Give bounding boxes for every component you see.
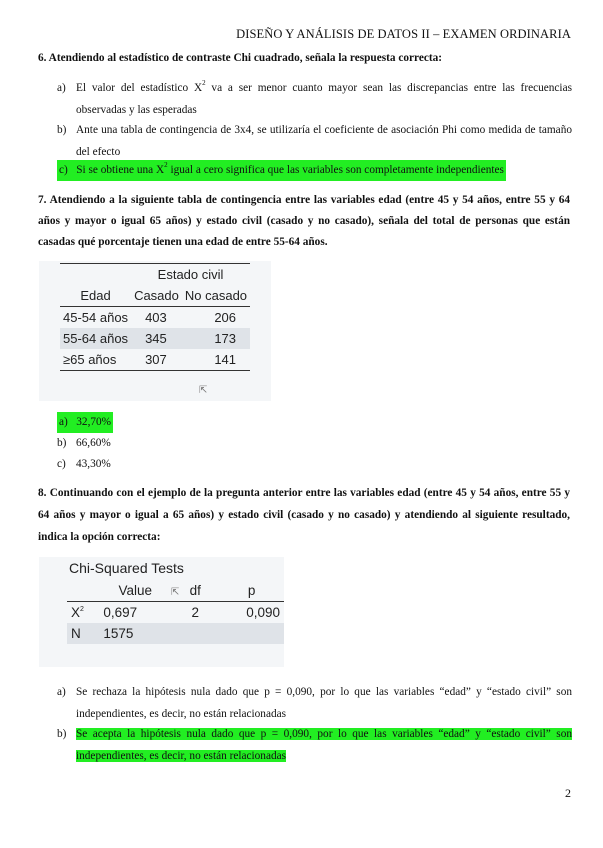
answer-highlight: Se acepta la hipótesis nula dado que p = 0,090, por lo que las variables “edad” y “estado civil” son independientes, es decir, no están relacionadas: [76, 728, 572, 762]
q8-option-a: [57, 681, 572, 725]
option-label: a): [57, 82, 66, 94]
group-header: Estado civil: [131, 264, 250, 286]
q7-option-a-correct: [57, 412, 113, 433]
table-row: 55-64 años 345 173: [60, 328, 250, 349]
table-row: 45-54 años 403 206: [63, 310, 237, 325]
option-label: b): [57, 728, 67, 740]
option-label: c): [57, 458, 66, 470]
question-8-title: 8. Continuando con el ejemplo de la pregunta anterior entre las variables edad (entre 45 y 54 años, entre 55 y 64 años y mayor o igual a 65 años) y estado civil (casado y no casado) y atendiendo al siguiente resultado, indica la opción correcta:: [38, 487, 570, 543]
col-header-edad: Edad: [60, 285, 131, 307]
table-row: ≥65 años 307 141: [60, 349, 250, 371]
option-label: a): [57, 686, 66, 698]
option-label: a): [59, 416, 68, 428]
table-row: N 1575: [67, 623, 284, 644]
option-label: b): [57, 437, 67, 449]
question-7-title: 7. Atendiendo a la siguiente tabla de contingencia entre las variables edad (entre 45 y 54 años, entre 55 y 64 años y mayor o igual 65 años) y estado civil (casado y no casado), señala del total de personas que están casadas qué porcentaje tienen una edad de entre 55-64 años.: [38, 194, 570, 248]
mouse-cursor-icon: ⇱: [171, 587, 180, 598]
option-text: 43,30%: [76, 458, 111, 470]
col-header-value: Value: [99, 580, 171, 602]
option-text: El valor del estadístico $X^2$ va a ser menor cuanto mayor sean las discrepancias entre las frecuencias observadas y las esperadas: [76, 79, 572, 116]
option-text: [76, 723, 572, 767]
answer-highlight: a) 32,70%: [57, 412, 113, 433]
answer-highlight: c) Si se obtiene una $X^2$ igual a cero significa que las variables son completamente independientes: [57, 160, 506, 181]
col-header-p: p: [219, 580, 284, 602]
q6-option-b: [57, 119, 572, 163]
q6-option-c-correct: [57, 160, 506, 181]
option-label: c): [59, 164, 68, 176]
contingency-table: [60, 263, 250, 371]
question-6-title: 6. Atendiendo al estadístico de contraste Chi cuadrado, señala la respuesta correcta:: [38, 52, 443, 64]
q7-option-c: [57, 454, 572, 475]
option-text: Se rechaza la hipótesis nula dado que p = 0,090, por lo que las variables “edad” y “estado civil” son independientes, es decir, no están relacionadas: [76, 686, 572, 720]
chi-squared-title: Chi-Squared Tests: [69, 560, 184, 576]
col-header-df: df: [171, 580, 219, 602]
mouse-cursor-icon: ⇱: [199, 385, 208, 396]
q8-option-b-correct: [57, 723, 572, 767]
option-text: 66,60%: [76, 437, 111, 449]
chi-label: $X^2$: [71, 605, 84, 620]
page-number: 2: [565, 786, 571, 800]
q7-option-b: [57, 433, 572, 454]
col-header-no-casado: No casado: [182, 285, 250, 307]
q6-option-a: [57, 77, 572, 121]
option-label: b): [57, 124, 67, 136]
page-header: DISEÑO Y ANÁLISIS DE DATOS II – EXAMEN ORDINARIA: [236, 27, 571, 41]
option-text: Ante una tabla de contingencia de 3x4, se utilizaría el coeficiente de asociación Phi como medida de tamaño del efecto: [76, 124, 572, 158]
table-row: $X^2$ 0,697 2 0,090: [67, 602, 284, 624]
contingency-table-image: [39, 261, 271, 401]
col-header-casado: Casado: [131, 285, 182, 307]
chi-squared-table-image: [39, 557, 284, 667]
